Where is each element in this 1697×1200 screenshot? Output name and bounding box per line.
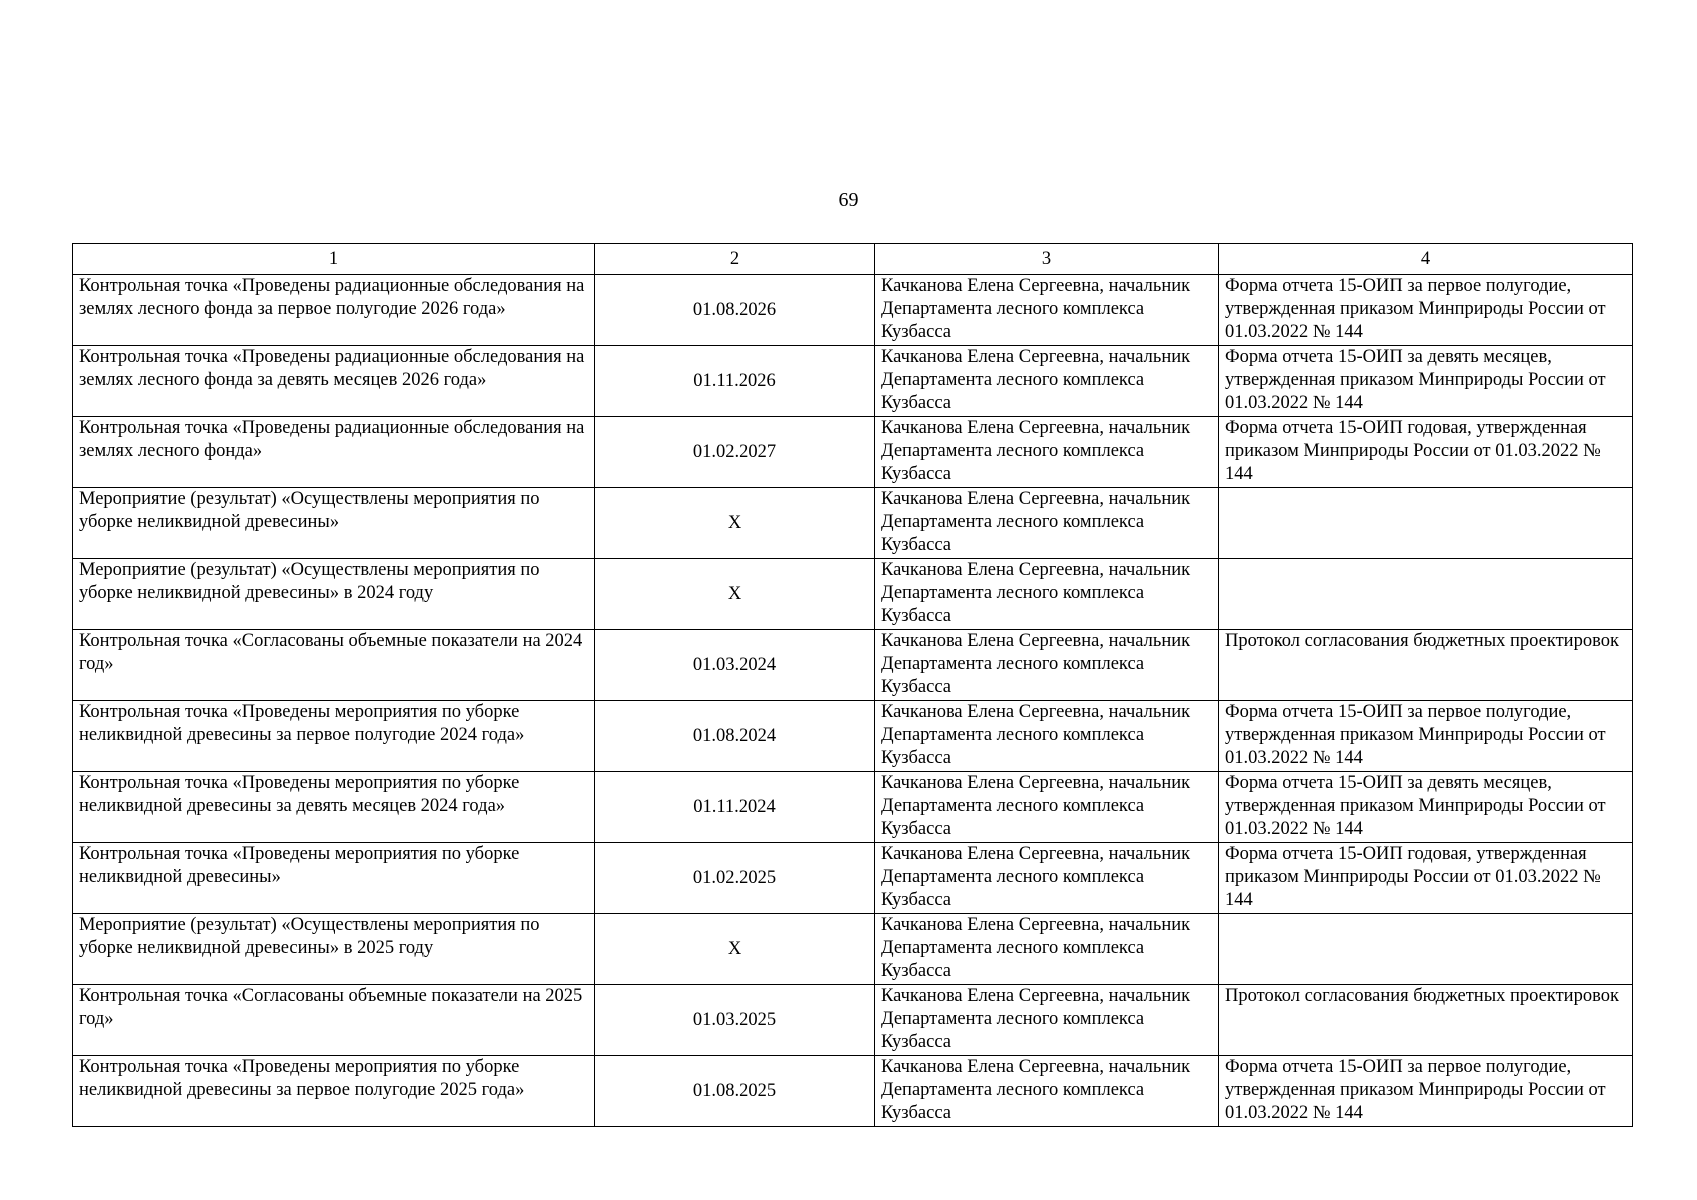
row-date-cell: 01.03.2024 — [595, 630, 875, 701]
row-document-cell — [1219, 488, 1633, 559]
row-name-cell: Мероприятие (результат) «Осуществлены мероприятия по уборке неликвидной древесины» в 2024 году — [73, 559, 595, 630]
row-date-cell: 01.11.2026 — [595, 346, 875, 417]
table-row — [73, 701, 1633, 772]
row-document-cell: Форма отчета 15-ОИП за девять месяцев, утвержденная приказом Минприроды России от 01.03.2022 № 144 — [1219, 772, 1633, 843]
table-row — [73, 488, 1633, 559]
row-document-cell: Форма отчета 15-ОИП годовая, утвержденная приказом Минприроды России от 01.03.2022 № 144 — [1219, 843, 1633, 914]
row-date-cell: 01.08.2025 — [595, 1056, 875, 1127]
row-name-cell: Мероприятие (результат) «Осуществлены мероприятия по уборке неликвидной древесины» в 2025 году — [73, 914, 595, 985]
row-responsible-cell: Качканова Елена Сергеевна, начальник Департамента лесного комплекса Кузбасса — [875, 417, 1219, 488]
row-name-cell: Контрольная точка «Проведены радиационные обследования на землях лесного фонда за девять месяцев 2026 года» — [73, 346, 595, 417]
table-row — [73, 417, 1633, 488]
row-document-cell — [1219, 914, 1633, 985]
plan-table — [72, 243, 1633, 1127]
row-document-cell: Протокол согласования бюджетных проектировок — [1219, 985, 1633, 1056]
row-name-cell: Мероприятие (результат) «Осуществлены мероприятия по уборке неликвидной древесины» — [73, 488, 595, 559]
row-responsible-cell: Качканова Елена Сергеевна, начальник Департамента лесного комплекса Кузбасса — [875, 346, 1219, 417]
table-row — [73, 914, 1633, 985]
row-date-cell: X — [595, 559, 875, 630]
column-header-3: 3 — [875, 244, 1219, 275]
table-row — [73, 985, 1633, 1056]
row-date-cell: 01.08.2026 — [595, 275, 875, 346]
row-date-cell: 01.03.2025 — [595, 985, 875, 1056]
row-document-cell: Протокол согласования бюджетных проектировок — [1219, 630, 1633, 701]
row-date-cell: 01.02.2025 — [595, 843, 875, 914]
row-date-cell: 01.08.2024 — [595, 701, 875, 772]
row-responsible-cell: Качканова Елена Сергеевна, начальник Департамента лесного комплекса Кузбасса — [875, 630, 1219, 701]
row-name-cell: Контрольная точка «Проведены мероприятия по уборке неликвидной древесины» — [73, 843, 595, 914]
row-responsible-cell: Качканова Елена Сергеевна, начальник Департамента лесного комплекса Кузбасса — [875, 914, 1219, 985]
row-name-cell: Контрольная точка «Проведены мероприятия по уборке неликвидной древесины за первое полугодие 2024 года» — [73, 701, 595, 772]
row-name-cell: Контрольная точка «Проведены мероприятия по уборке неликвидной древесины за первое полугодие 2025 года» — [73, 1056, 595, 1127]
row-date-cell: X — [595, 914, 875, 985]
row-document-cell: Форма отчета 15-ОИП за первое полугодие, утвержденная приказом Минприроды России от 01.03.2022 № 144 — [1219, 1056, 1633, 1127]
column-header-1: 1 — [73, 244, 595, 275]
row-responsible-cell: Качканова Елена Сергеевна, начальник Департамента лесного комплекса Кузбасса — [875, 1056, 1219, 1127]
table-row — [73, 772, 1633, 843]
table-row — [73, 1056, 1633, 1127]
row-document-cell — [1219, 559, 1633, 630]
table-row — [73, 559, 1633, 630]
row-responsible-cell: Качканова Елена Сергеевна, начальник Департамента лесного комплекса Кузбасса — [875, 985, 1219, 1056]
column-header-4: 4 — [1219, 244, 1633, 275]
row-document-cell: Форма отчета 15-ОИП за первое полугодие, утвержденная приказом Минприроды России от 01.03.2022 № 144 — [1219, 701, 1633, 772]
table-row — [73, 630, 1633, 701]
row-name-cell: Контрольная точка «Проведены радиационные обследования на землях лесного фонда» — [73, 417, 595, 488]
page-number: 69 — [838, 189, 859, 211]
row-date-cell: 01.11.2024 — [595, 772, 875, 843]
row-document-cell: Форма отчета 15-ОИП за девять месяцев, утвержденная приказом Минприроды России от 01.03.2022 № 144 — [1219, 346, 1633, 417]
row-responsible-cell: Качканова Елена Сергеевна, начальник Департамента лесного комплекса Кузбасса — [875, 559, 1219, 630]
row-date-cell: 01.02.2027 — [595, 417, 875, 488]
row-document-cell: Форма отчета 15-ОИП годовая, утвержденная приказом Минприроды России от 01.03.2022 № 144 — [1219, 417, 1633, 488]
column-header-2: 2 — [595, 244, 875, 275]
row-responsible-cell: Качканова Елена Сергеевна, начальник Департамента лесного комплекса Кузбасса — [875, 488, 1219, 559]
table-row — [73, 275, 1633, 346]
row-responsible-cell: Качканова Елена Сергеевна, начальник Департамента лесного комплекса Кузбасса — [875, 275, 1219, 346]
row-responsible-cell: Качканова Елена Сергеевна, начальник Департамента лесного комплекса Кузбасса — [875, 701, 1219, 772]
row-name-cell: Контрольная точка «Проведены мероприятия по уборке неликвидной древесины за девять месяцев 2024 года» — [73, 772, 595, 843]
row-name-cell: Контрольная точка «Согласованы объемные показатели на 2025 год» — [73, 985, 595, 1056]
row-date-cell: X — [595, 488, 875, 559]
row-responsible-cell: Качканова Елена Сергеевна, начальник Департамента лесного комплекса Кузбасса — [875, 843, 1219, 914]
row-name-cell: Контрольная точка «Проведены радиационные обследования на землях лесного фонда за первое полугодие 2026 года» — [73, 275, 595, 346]
row-name-cell: Контрольная точка «Согласованы объемные показатели на 2024 год» — [73, 630, 595, 701]
table-row — [73, 843, 1633, 914]
table-header-row — [73, 244, 1633, 275]
row-document-cell: Форма отчета 15-ОИП за первое полугодие, утвержденная приказом Минприроды России от 01.03.2022 № 144 — [1219, 275, 1633, 346]
table-row — [73, 346, 1633, 417]
row-responsible-cell: Качканова Елена Сергеевна, начальник Департамента лесного комплекса Кузбасса — [875, 772, 1219, 843]
